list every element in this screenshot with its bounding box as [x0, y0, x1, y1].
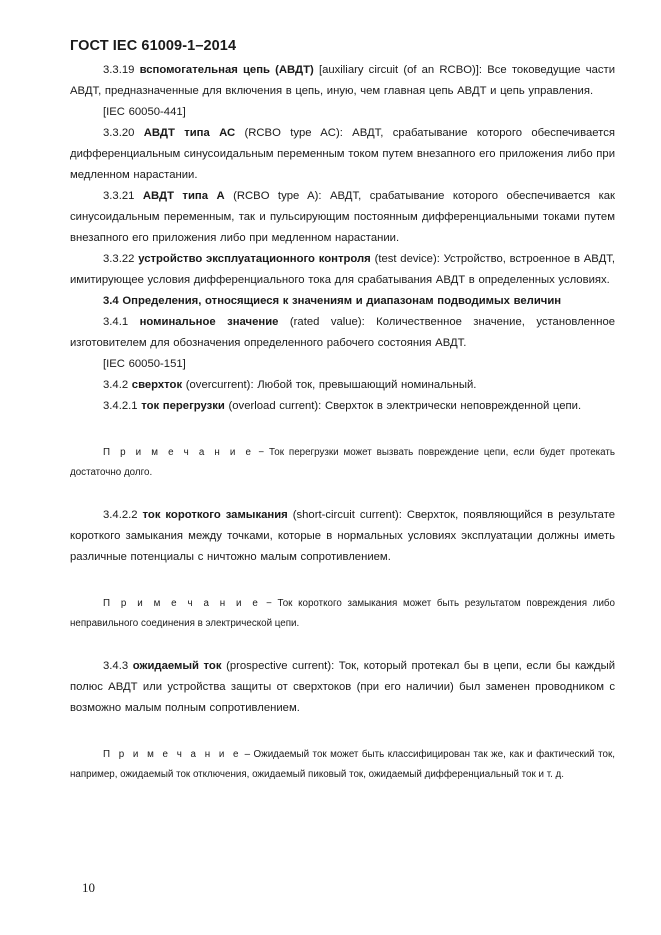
clause-number: 3.3.22: [103, 253, 135, 265]
definition-3-4-2-2: [70, 505, 615, 568]
term-english: (overcurrent): [185, 379, 251, 391]
term-english: (test device): [374, 253, 437, 265]
page-number: 10: [82, 880, 95, 895]
term: номинальное значение: [139, 316, 279, 328]
term-english: (RCBO type AC): [244, 127, 340, 139]
reference: [IEC 60050-441]: [103, 106, 186, 118]
term: ток короткого замыкания: [142, 509, 288, 521]
clause-number: 3.4.3: [103, 660, 129, 672]
definition-text: : АВДТ, срабатывание которого обеспечивается как синусоидальным переменным, так и пульсирующим постоянным дифференциальными токами путем внезапного его приложения либо при медленном нарастании.: [70, 190, 616, 244]
term: вспомогательная цепь (АВДТ): [139, 64, 314, 76]
section-heading-3-4: [70, 291, 615, 312]
note-text: − Ток перегрузки может вызвать повреждение цепи, если будет протекать достаточно долго.: [70, 447, 615, 478]
definition-text: : АВДТ, срабатывание которого обеспечивается дифференциальным синусоидальным переменным током путем внезапного его приложения либо при медленном нарастании.: [70, 127, 615, 181]
definition-text: : Любой ток, превышающий номинальный.: [250, 379, 477, 391]
note-text: – Ожидаемый ток может быть классифицирован так же, как и фактический ток, например, ожидаемый ток отключения, ожидаемый пиковый ток, ожидаемый дифференциальный ток и т. д.: [70, 749, 615, 780]
clause-number: 3.4.2.1: [103, 400, 138, 412]
definition-3-3-21: [70, 186, 615, 249]
clause-number: 3.4.2.2: [103, 509, 138, 521]
definition-3-3-22: [70, 249, 615, 291]
clause-number: 3.4.1: [103, 316, 129, 328]
note-label: П р и м е ч а н и е: [103, 598, 261, 609]
term-english: (short-circuit current): [292, 509, 399, 521]
document-body: [70, 60, 615, 785]
clause-number: 3.3.21: [103, 190, 135, 202]
term: АВДТ типа А: [142, 190, 225, 202]
clause-number: 3.3.20: [103, 127, 135, 139]
definition-3-3-20: [70, 123, 615, 186]
term: сверхток: [131, 379, 183, 391]
note-text: − Ток короткого замыкания может быть результатом повреждения либо неправильного соединения в электрической цепи.: [70, 598, 615, 629]
term-english: (overload current): [228, 400, 319, 412]
clause-number: 3.4.2: [103, 379, 129, 391]
term: ожидаемый ток: [132, 660, 222, 672]
term: ток перегрузки: [141, 400, 225, 412]
term-english: (rated value): [289, 316, 362, 328]
definition-3-4-2-1: [70, 396, 615, 417]
term-english: (RCBO type A): [233, 190, 319, 202]
term: АВДТ типа АС: [143, 127, 236, 139]
reference: [IEC 60050-151]: [103, 358, 186, 370]
document-header: ГОСТ IEC 61009-1–2014: [70, 38, 237, 54]
note-label: П р и м е ч а н и е: [103, 447, 254, 458]
note-overload: [70, 443, 615, 483]
note-short-circuit: [70, 594, 615, 634]
term: устройство эксплуатационного контроля: [138, 253, 371, 265]
term-english: (prospective current): [226, 660, 332, 672]
definition-text: : Ток, который протекал бы в цепи, если бы каждый полюс АВДТ или устройства защиты от сверхтоков (при его наличии) был заменен проводником с возможно малым полным сопротивлением.: [70, 660, 616, 714]
definition-3-4-1: [70, 312, 615, 354]
definition-text: : Сверхток в электрически неповрежденной цепи.: [318, 400, 582, 412]
definition-text: : Количественное значение, установленное изготовителем для обозначения определенного рабочего состояния АВДТ.: [70, 316, 616, 349]
definition-3-4-3: [70, 656, 615, 719]
section-heading-text: 3.4 Определения, относящиеся к значениям и диапазонам подводимых величин: [103, 295, 562, 307]
definition-3-4-2: [70, 375, 615, 396]
definition-text: : Все токоведущие части АВДТ, предназначенные для включения в цепь, иную, чем главная цепь АВДТ и цепь управления.: [70, 64, 616, 97]
definition-3-3-19: [70, 60, 615, 102]
note-label: П р и м е ч а н и е: [103, 749, 242, 760]
definition-text: : Устройство, встроенное в АВДТ, имитирующее условия дифференциального тока для срабатывания АВДТ в определенных условиях.: [70, 253, 616, 286]
note-prospective: [70, 745, 615, 785]
term-english: [auxiliary circuit (of an RCBO)]: [318, 64, 479, 76]
clause-number: 3.3.19: [103, 64, 135, 76]
definition-text: : Сверхток, появляющийся в результате короткого замыкания между точками, которые в нормальных условиях эксплуатации должны иметь различные потенциалы с ничтожно малым сопротивлением.: [70, 509, 616, 563]
